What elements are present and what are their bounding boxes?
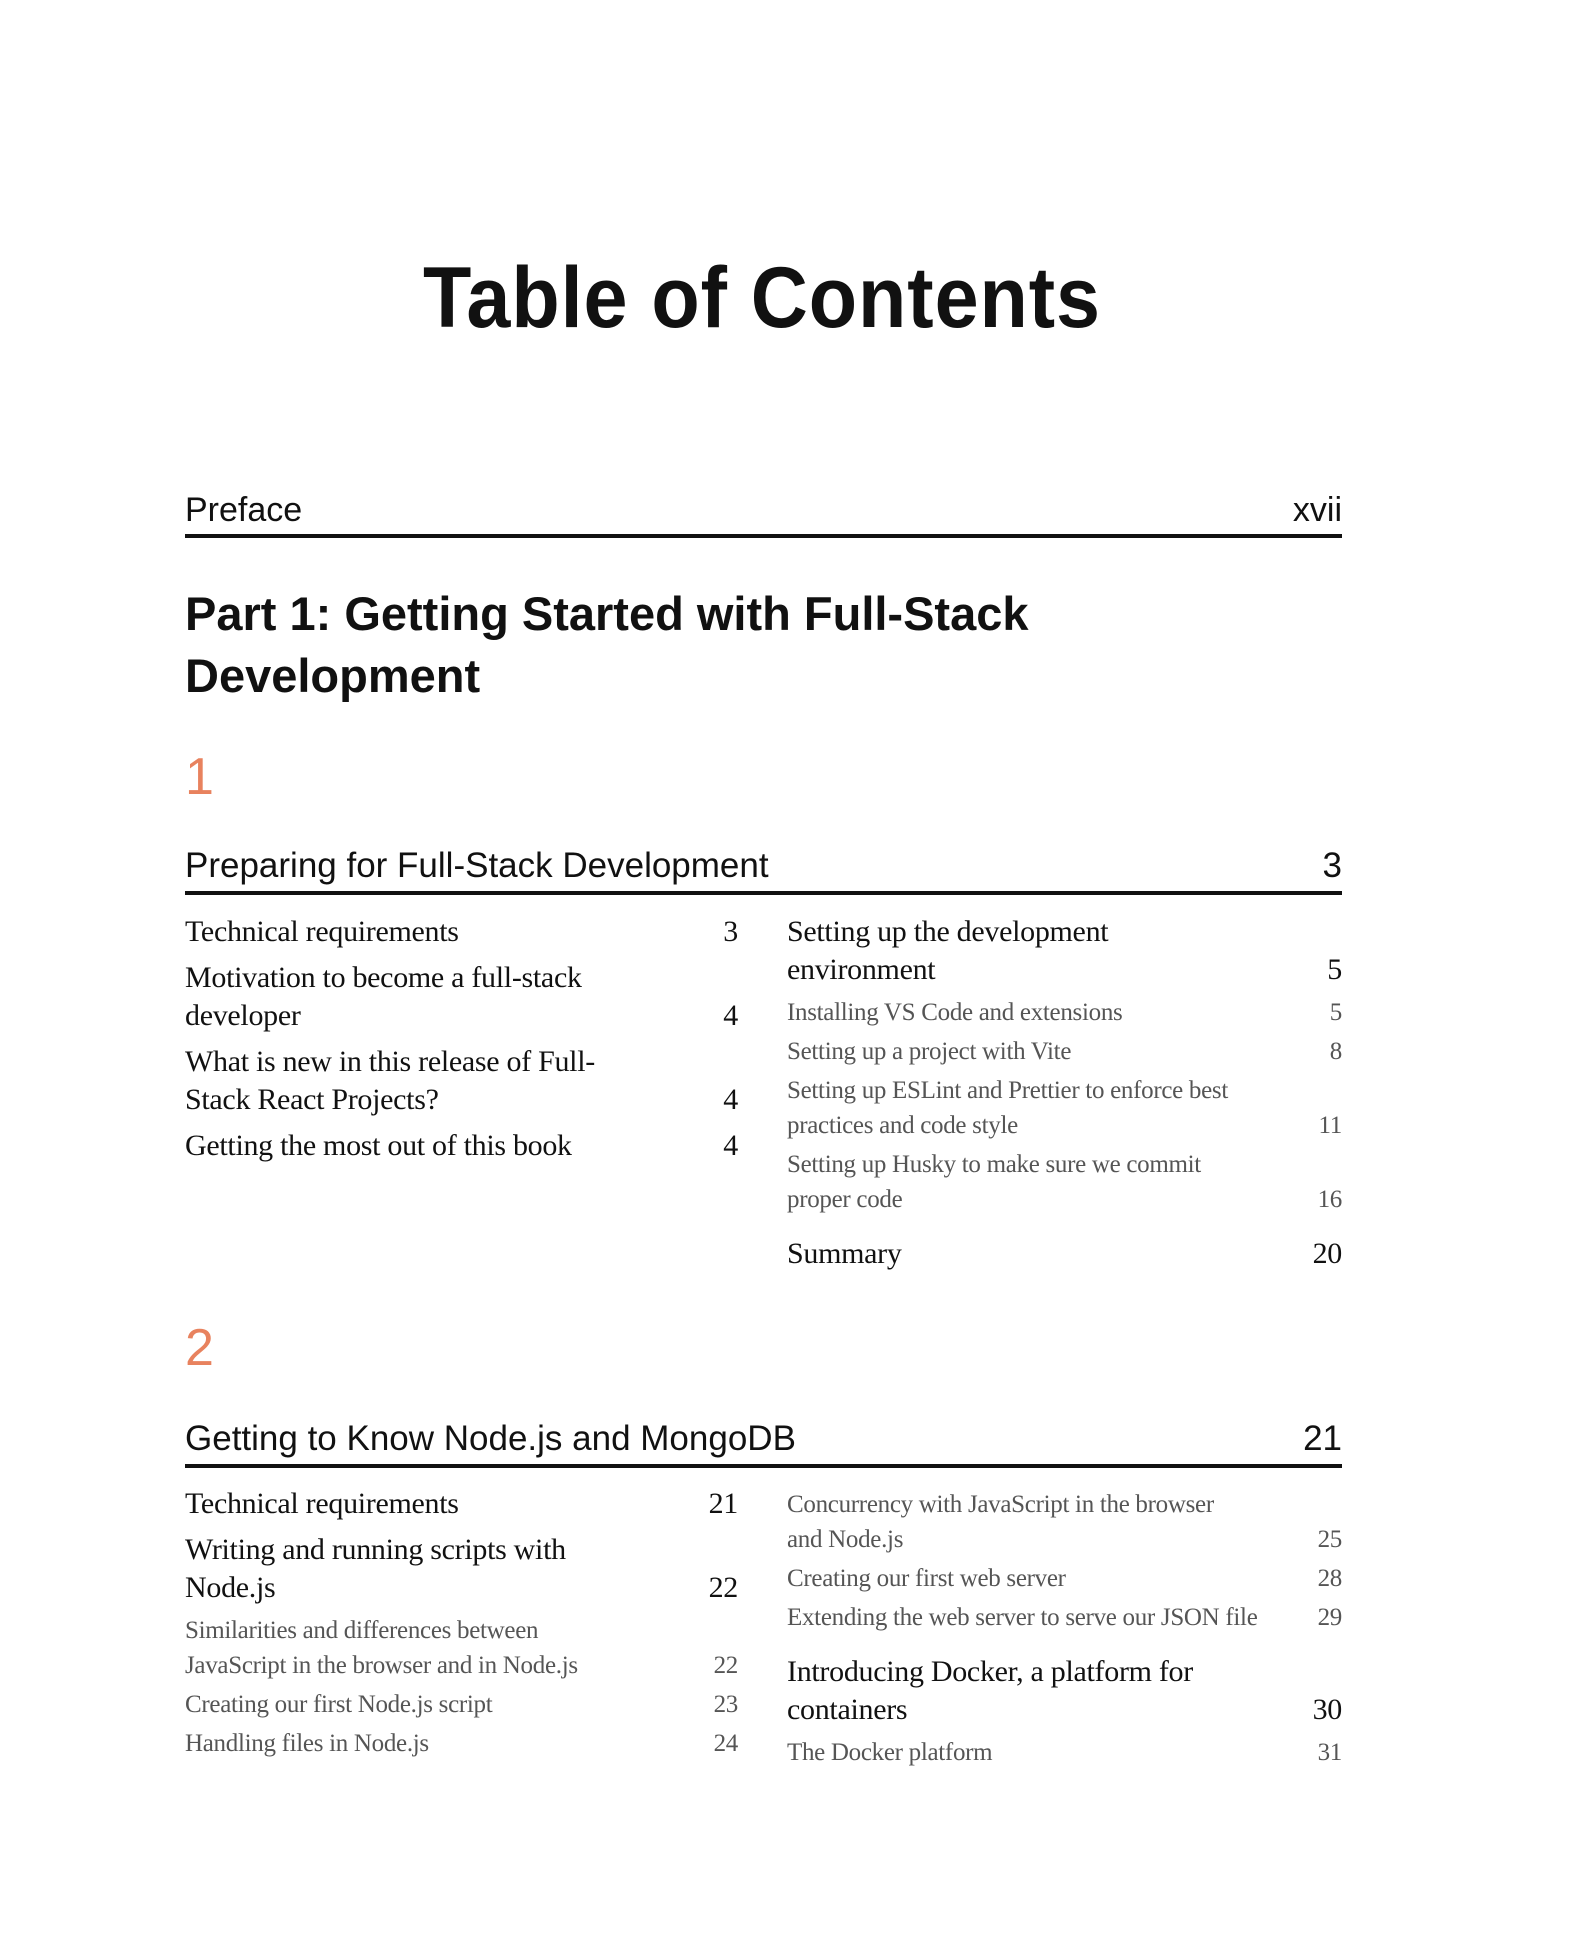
entry-page: 5 <box>1329 999 1342 1026</box>
entry-text: Installing VS Code and extensions <box>787 999 1123 1026</box>
entry-text: practices and code style <box>787 1112 1018 1139</box>
entry-text: Setting up Husky to make sure we commit <box>787 1151 1201 1178</box>
entry-text: JavaScript in the browser and in Node.js <box>185 1652 578 1679</box>
entry-text: Stack React Projects? <box>185 1083 439 1116</box>
chapter-page: 3 <box>1322 846 1342 885</box>
entry-page: 3 <box>723 915 738 948</box>
entry-page: 20 <box>1312 1237 1342 1270</box>
chapter-2-left-column <box>185 1485 738 1761</box>
toc-subentry[interactable] <box>787 1034 1342 1069</box>
entry-page: 29 <box>1317 1604 1342 1631</box>
entry-page: 21 <box>708 1487 738 1520</box>
entry-page: 4 <box>723 1083 738 1116</box>
preface-page: xvii <box>1292 491 1342 529</box>
chapter-number: 1 <box>185 748 214 806</box>
entry-text: developer <box>185 999 301 1032</box>
entry-text: Setting up the development <box>787 915 1109 948</box>
chapter-title: Preparing for Full-Stack Development <box>185 846 769 885</box>
entry-page: 31 <box>1317 1739 1342 1766</box>
entry-text: Getting the most out of this book <box>185 1129 572 1162</box>
entry-page: 24 <box>713 1730 738 1757</box>
toc-subentry[interactable] <box>787 1147 1342 1217</box>
toc-subentry[interactable] <box>185 1687 738 1722</box>
entry-page: 11 <box>1318 1112 1342 1139</box>
entry-text: Setting up a project with Vite <box>787 1038 1072 1065</box>
entry-text: Motivation to become a full-stack <box>185 961 582 994</box>
entry-text: environment <box>787 953 936 986</box>
entry-text: Handling files in Node.js <box>185 1730 429 1757</box>
entry-page: 4 <box>723 999 738 1032</box>
entry-text: Setting up ESLint and Prettier to enforce best <box>787 1077 1228 1104</box>
toc-entry[interactable] <box>787 913 1342 989</box>
toc-subentry[interactable] <box>787 1600 1342 1635</box>
entry-text: Introducing Docker, a platform for <box>787 1655 1193 1688</box>
entry-page: 30 <box>1312 1693 1342 1726</box>
toc-subentry[interactable] <box>787 1561 1342 1596</box>
entry-text: Technical requirements <box>185 915 459 948</box>
entry-page: 28 <box>1317 1565 1342 1592</box>
entry-page: 25 <box>1317 1526 1342 1553</box>
chapter-1-left-column <box>185 913 738 1165</box>
entry-page: 23 <box>713 1691 738 1718</box>
preface-label: Preface <box>185 491 303 529</box>
entry-text: Concurrency with JavaScript in the browser <box>787 1491 1214 1518</box>
toc-entry[interactable] <box>185 913 738 951</box>
toc-entry-preface[interactable] <box>185 490 1342 538</box>
chapter-number: 2 <box>185 1319 214 1377</box>
entry-page: 22 <box>713 1652 738 1679</box>
chapter-heading[interactable] <box>185 1418 1342 1468</box>
entry-page: 22 <box>708 1571 738 1604</box>
toc-subentry[interactable] <box>787 1487 1342 1557</box>
entry-page: 5 <box>1327 953 1342 986</box>
toc-entry[interactable] <box>185 1531 738 1607</box>
toc-subentry[interactable] <box>787 1735 1342 1770</box>
entry-page: 8 <box>1329 1038 1342 1065</box>
entry-text: What is new in this release of Full- <box>185 1045 595 1078</box>
part-heading-line: Development <box>185 649 481 702</box>
toc-subentry[interactable] <box>787 1073 1342 1143</box>
toc-entry[interactable] <box>185 959 738 1035</box>
chapter-2-right-column <box>787 1487 1342 1770</box>
entry-text: containers <box>787 1693 908 1726</box>
entry-text: Creating our first web server <box>787 1565 1066 1592</box>
entry-page: 16 <box>1317 1186 1342 1213</box>
entry-text: Summary <box>787 1237 902 1270</box>
entry-text: Node.js <box>185 1571 276 1604</box>
entry-text: and Node.js <box>787 1526 904 1553</box>
entry-text: proper code <box>787 1186 903 1213</box>
entry-page: 4 <box>723 1129 738 1162</box>
toc-entry[interactable] <box>185 1485 738 1523</box>
entry-text: Creating our first Node.js script <box>185 1691 493 1718</box>
toc-entry[interactable] <box>787 1235 1342 1273</box>
toc-entry[interactable] <box>185 1127 738 1165</box>
toc-subentry[interactable] <box>185 1613 738 1683</box>
chapter-heading[interactable] <box>185 845 1342 895</box>
toc-entry[interactable] <box>787 1653 1342 1729</box>
toc-subentry[interactable] <box>787 995 1342 1030</box>
part-heading <box>185 583 1185 707</box>
entry-text: Writing and running scripts with <box>185 1533 566 1566</box>
chapter-title: Getting to Know Node.js and MongoDB <box>185 1419 796 1458</box>
page-title: Table of Contents <box>423 250 1101 346</box>
chapter-1-right-column <box>787 913 1342 1273</box>
toc-subentry[interactable] <box>185 1726 738 1761</box>
entry-text: Extending the web server to serve our JSON file <box>787 1604 1258 1631</box>
entry-text: The Docker platform <box>787 1739 993 1766</box>
part-heading-line: Part 1: Getting Started with Full-Stack <box>185 587 1029 640</box>
entry-text: Similarities and differences between <box>185 1617 539 1644</box>
chapter-page: 21 <box>1303 1419 1342 1458</box>
toc-entry[interactable] <box>185 1043 738 1119</box>
entry-text: Technical requirements <box>185 1487 459 1520</box>
